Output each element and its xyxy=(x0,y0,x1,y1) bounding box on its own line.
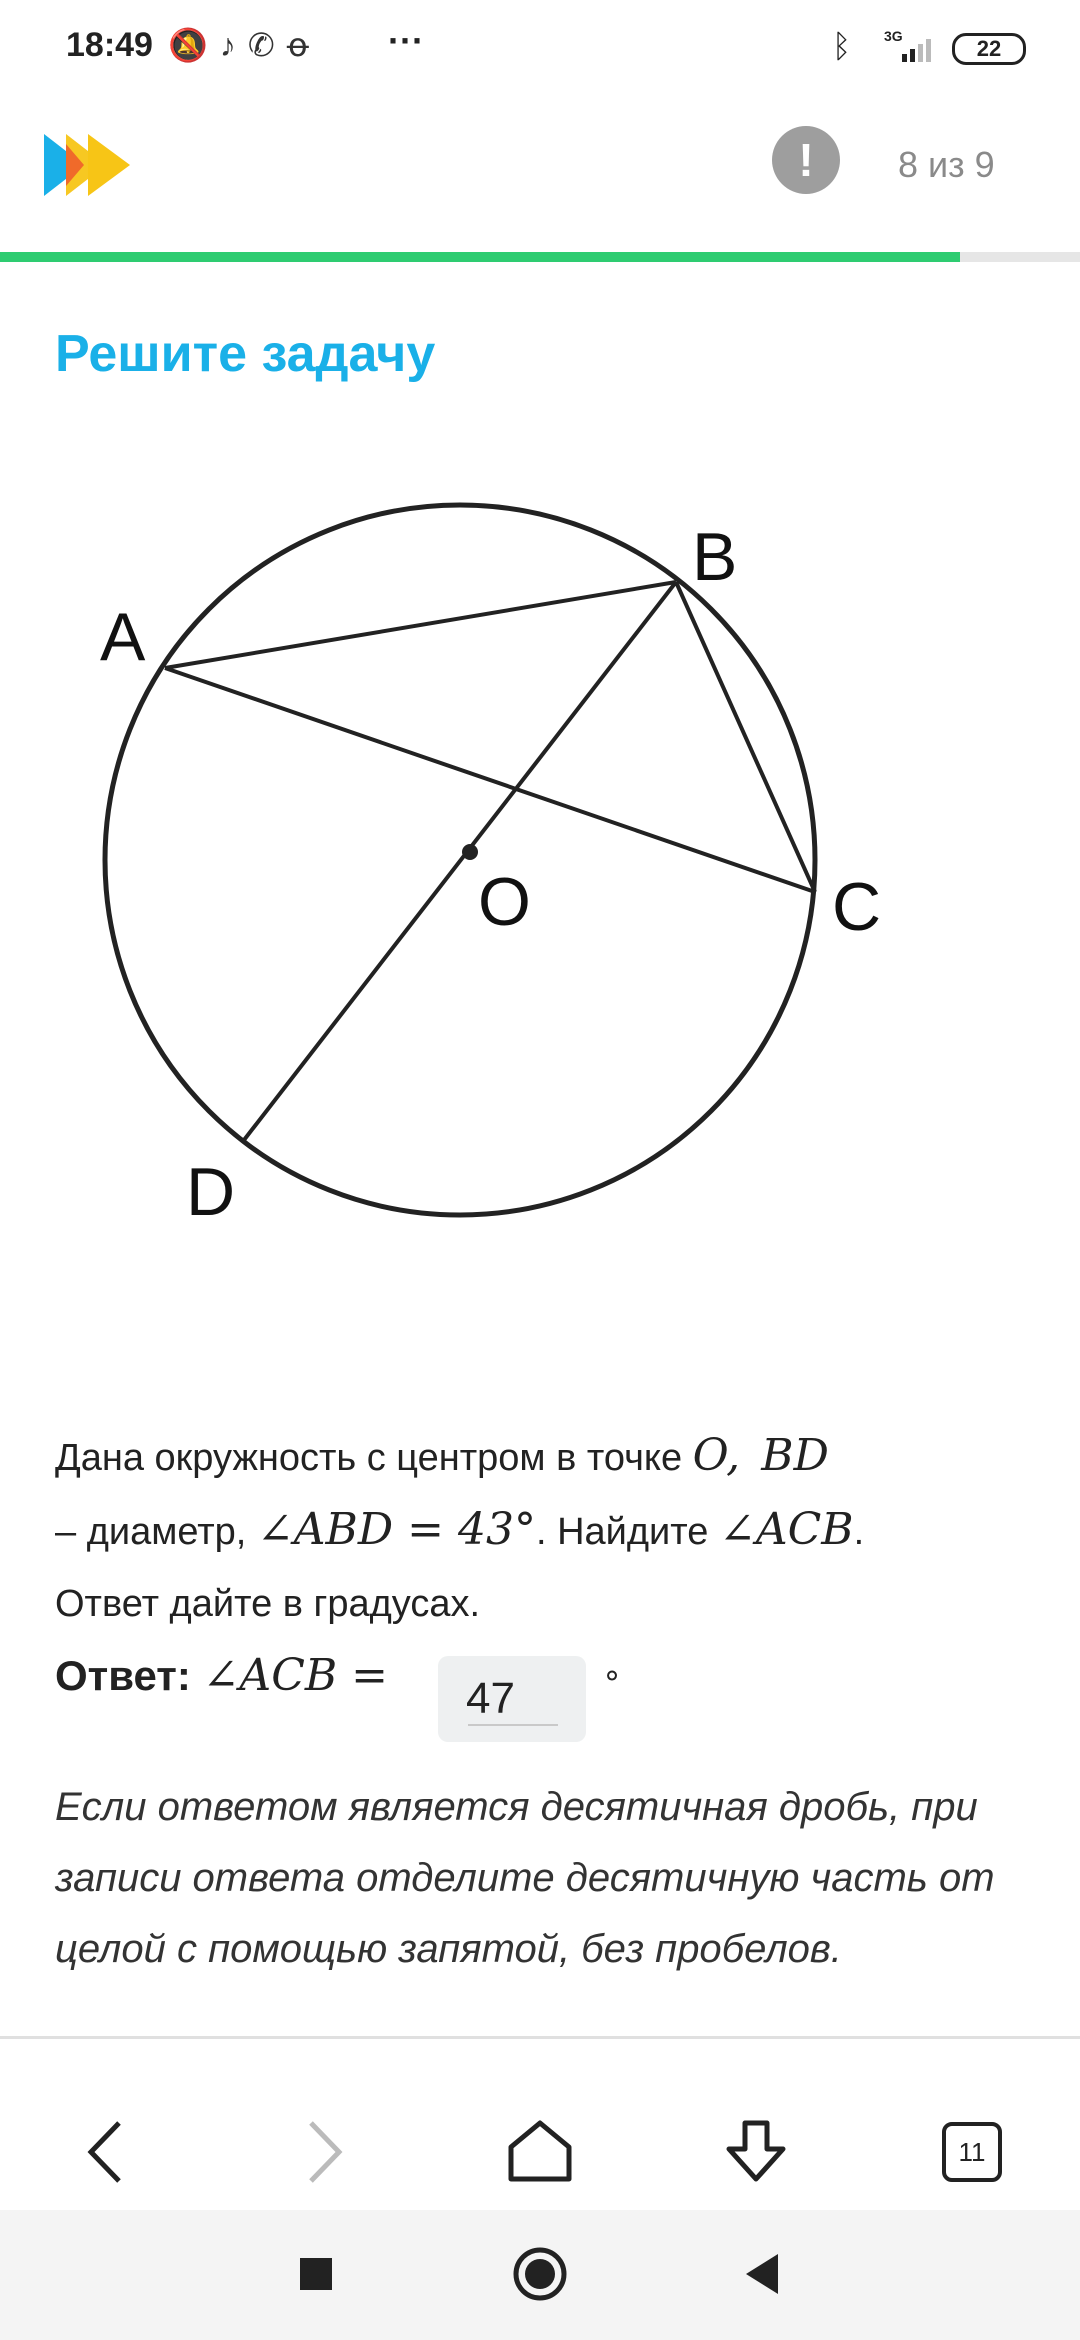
status-time: 18:49 xyxy=(66,26,153,64)
download-button[interactable] xyxy=(706,2102,806,2202)
answer-input[interactable] xyxy=(438,1656,586,1742)
diameter-bd xyxy=(244,582,676,1140)
battery-icon: 22 xyxy=(952,33,1026,65)
math-angle-acb: ∠ACB xyxy=(718,1504,854,1555)
chord-ab xyxy=(165,582,676,668)
answer-row xyxy=(55,1650,388,1740)
progress-bar-fill xyxy=(0,252,960,262)
chord-ac xyxy=(165,668,815,892)
task-progress-text: 8 из 9 xyxy=(898,144,995,185)
browser-toolbar xyxy=(0,2080,1080,2210)
problem-text-part: . Найдите xyxy=(535,1511,719,1553)
label-d: D xyxy=(186,1154,236,1230)
problem-text-part: Ответ дайте в градусах. xyxy=(55,1583,481,1625)
label-c: C xyxy=(832,869,882,945)
notification-icons xyxy=(168,26,321,64)
tabs-icon: 11 xyxy=(942,2122,1002,2182)
report-issue-button[interactable]: ! xyxy=(772,126,840,194)
answer-label: Ответ: xyxy=(55,1652,191,1699)
tabs-button[interactable] xyxy=(922,2102,1022,2202)
degree-symbol: ∘ xyxy=(602,1657,623,1693)
back-triangle-icon xyxy=(742,2252,782,2296)
problem-text-part: – диаметр, xyxy=(55,1511,257,1553)
signal-icon xyxy=(900,36,940,62)
odnoklassniki-icon: ꝋ xyxy=(286,27,322,63)
task-title: Решите задачу xyxy=(55,325,436,383)
forward-icon xyxy=(299,2117,349,2187)
divider xyxy=(0,2036,1080,2039)
problem-text xyxy=(55,1420,1035,1640)
forward-button[interactable] xyxy=(274,2102,374,2202)
more-notifications-icon: ··· xyxy=(388,20,424,61)
problem-text-part: . xyxy=(853,1511,865,1553)
center-point xyxy=(462,844,478,860)
home-circle-icon xyxy=(512,2246,568,2302)
answer-math: ∠ACB = xyxy=(202,1650,389,1701)
label-o: O xyxy=(478,864,531,940)
tiktok-icon: ♪ xyxy=(219,27,248,63)
back-icon xyxy=(81,2117,131,2187)
progress-bar xyxy=(0,252,1080,262)
problem-text-part: Дана окружность с центром в точке xyxy=(55,1437,693,1479)
home-button[interactable] xyxy=(490,2102,590,2202)
bluetooth-icon: ᛒ xyxy=(832,28,852,64)
network-type: 3G xyxy=(884,28,903,44)
back-button[interactable] xyxy=(56,2102,156,2202)
answer-value[interactable]: 47 xyxy=(466,1674,515,1723)
download-icon xyxy=(721,2117,791,2187)
system-home-button[interactable] xyxy=(490,2224,590,2324)
geometry-diagram xyxy=(90,500,910,1260)
math-bd: BD xyxy=(761,1430,829,1481)
status-bar xyxy=(0,0,1080,95)
whatsapp-icon: ✆ xyxy=(247,27,287,63)
recent-apps-icon xyxy=(300,2258,332,2290)
home-icon xyxy=(505,2117,575,2187)
label-b: B xyxy=(692,519,738,595)
input-underline xyxy=(468,1724,558,1726)
system-navbar xyxy=(0,2210,1080,2340)
recent-apps-button[interactable] xyxy=(266,2224,366,2324)
app-logo xyxy=(44,134,134,196)
math-angle-abd: ∠ABD = 43° xyxy=(256,1504,536,1555)
system-back-button[interactable] xyxy=(712,2224,812,2324)
math-o: O, xyxy=(692,1430,741,1481)
label-a: A xyxy=(100,599,146,675)
muted-bell-icon: 🔕 xyxy=(168,27,220,63)
answer-note: Если ответом является десятичная дробь, при записи ответа отделите десятичную часть от целой с помощью запятой, без пробелов. xyxy=(55,1785,995,1971)
